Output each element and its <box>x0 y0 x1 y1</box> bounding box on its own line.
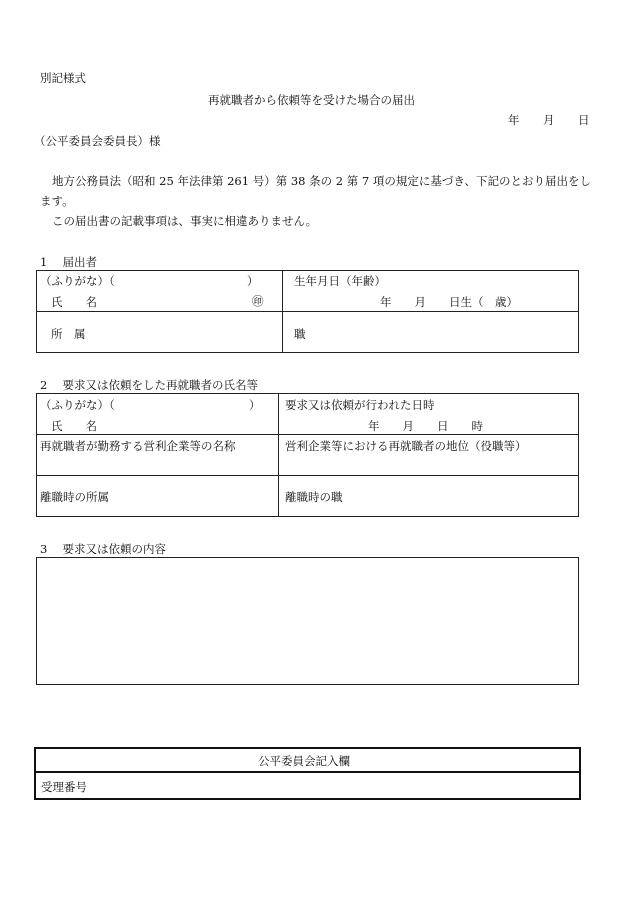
s2-retire-position-label: 離職時の職 <box>285 490 343 504</box>
section-3-heading: 3 要求又は依頼の内容 <box>40 542 166 556</box>
s1-furigana-close: ） <box>247 274 259 288</box>
seal-mark: ㊞ <box>252 294 264 308</box>
section-2-row-divider-1 <box>36 434 579 435</box>
s2-request-date-fields: 年 月 日 時 <box>368 419 483 433</box>
request-content-box <box>36 557 579 685</box>
section-1-col-divider <box>282 270 283 353</box>
addressee: （公平委員会委員長）様 <box>34 134 161 148</box>
document-title: 再就職者から依頼等を受けた場合の届出 <box>208 93 415 107</box>
intro-line-1: 地方公務員法（昭和 25 年法律第 261 号）第 38 条の 2 第 7 項の規定に基づき、下記のとおり届出をし <box>52 174 591 188</box>
section-1-heading: 1 届出者 <box>40 255 97 269</box>
s1-birth-fields: 年 月 日生（ 歳） <box>380 295 518 309</box>
section-2-heading: 2 要求又は依頼をした再就職者の氏名等 <box>40 378 258 392</box>
form-label: 別記様式 <box>40 71 86 85</box>
s2-retire-affiliation-label: 離職時の所属 <box>40 490 109 504</box>
date-month: 月 <box>543 113 555 127</box>
s2-name-label: 氏 名 <box>51 419 97 433</box>
section-1-row-divider <box>36 311 579 312</box>
s1-birth-label: 生年月日（年齢） <box>294 274 386 288</box>
s1-furigana-open: （ふりがな）（ <box>40 274 115 288</box>
s2-furigana-open: （ふりがな）（ <box>40 398 115 412</box>
s2-furigana-close: ） <box>249 398 261 412</box>
commission-heading: 公平委員会記入欄 <box>258 754 350 768</box>
s2-company-label: 再就職者が勤務する営利企業等の名称 <box>40 439 236 453</box>
date-day: 日 <box>578 113 590 127</box>
intro-line-2: ます。 <box>40 194 74 208</box>
date-year: 年 <box>508 113 520 127</box>
section-2-col-divider <box>278 393 279 517</box>
receipt-number-label: 受理番号 <box>41 780 87 794</box>
s1-position-label: 職 <box>294 327 306 341</box>
s1-affiliation-label: 所 属 <box>51 327 86 341</box>
s2-request-date-label: 要求又は依頼が行われた日時 <box>285 398 435 412</box>
s2-company-position-label: 営利企業等における再就職者の地位（役職等） <box>285 439 527 453</box>
commission-divider <box>34 771 581 773</box>
section-2-row-divider-2 <box>36 475 579 476</box>
s1-name-label: 氏 名 <box>51 295 97 309</box>
intro-line-3: この届出書の記載事項は、事実に相違ありません。 <box>52 214 318 228</box>
